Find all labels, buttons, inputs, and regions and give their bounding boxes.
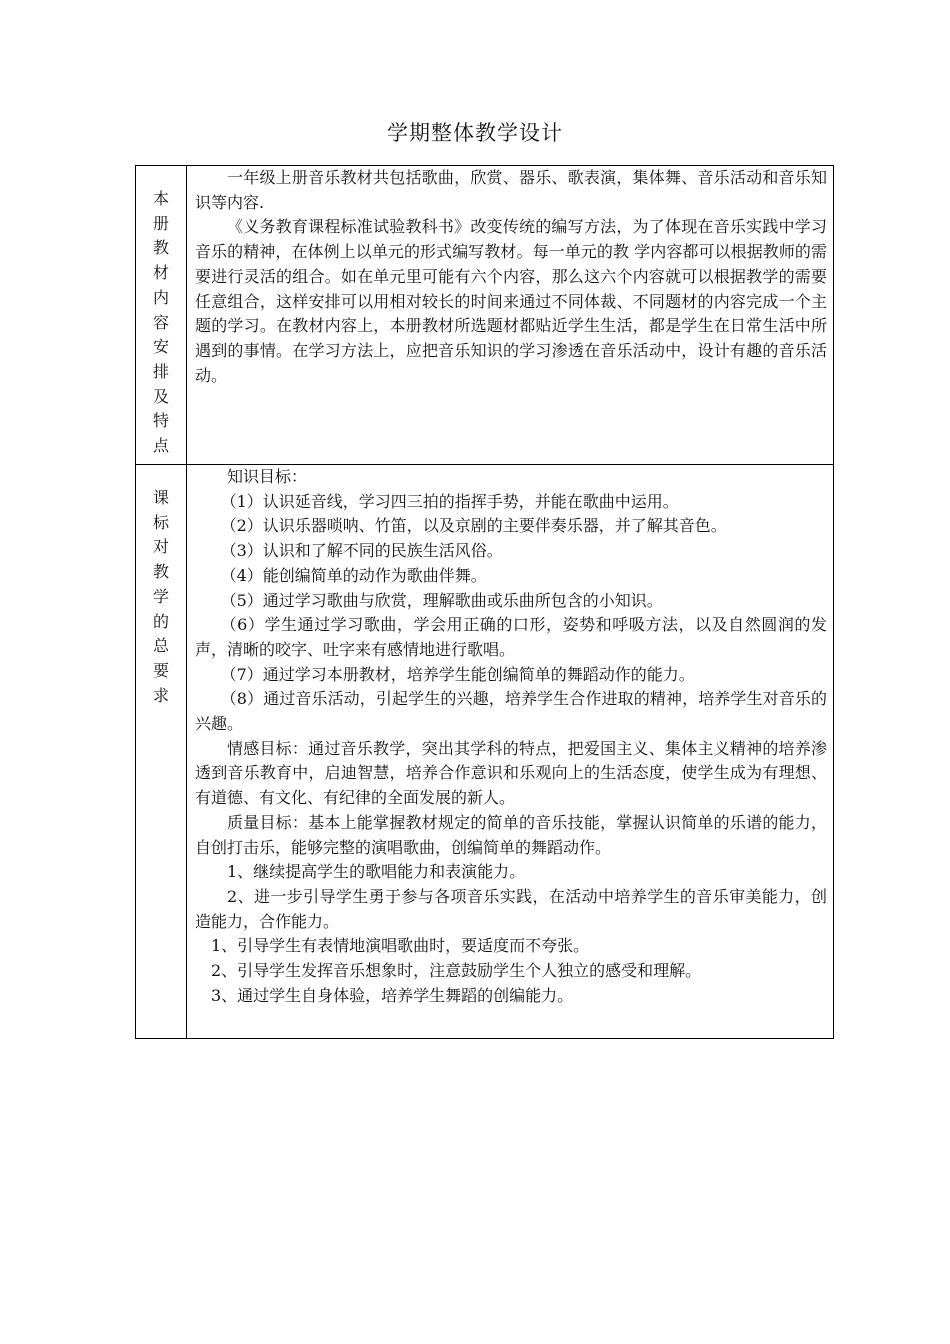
label-char: 材 bbox=[152, 263, 169, 283]
paragraph: 《义务教育课程标准试验教科书》改变传统的编写方法，为了体现在音乐实践中学习音乐的精神，在体例上以单元的形式编写教材。每一单元的教 学内容都可以根据教师的需要进行灵活的组合。如在单元里可能有六个内容，那么这六个内容就可以根据教学的需要任意组合，这样安排可以用相对较长的时间来通过不同体裁、不同题材的内容完成一个主题的学习。在教材内容上，本册教材所选题材都贴近学生生活，都是学生在日常生活中所遇到的事情。在学习方法上，应把音乐知识的学习渗透在音乐活动中，设计有趣的音乐活动。 bbox=[195, 217, 827, 385]
label-char: 及 bbox=[152, 386, 169, 406]
paragraph: 一年级上册音乐教材共包括歌曲，欣赏、器乐、歌表演，集体舞、音乐活动和音乐知识等内容. bbox=[195, 168, 827, 212]
label-char: 教 bbox=[152, 238, 169, 258]
document-title: 学期整体教学设计 bbox=[387, 121, 563, 145]
paragraph: （8）通过音乐活动，引起学生的兴趣，培养学生合作进取的精神，培养学生对音乐的兴趣。 bbox=[195, 689, 827, 734]
label-char: 册 bbox=[152, 213, 169, 233]
content-textbook-arrangement bbox=[187, 166, 834, 465]
paragraph: （2）认识乐器唢呐、竹笛，以及京剧的主要伴奏乐器，并了解其音色。 bbox=[220, 516, 727, 536]
paragraph: （6）学生通过学习歌曲，学会用正确的口形，姿势和呼吸方法，以及自然圆润的发声，清晰的咬字、吐字来有感情地进行歌唱。 bbox=[195, 615, 827, 659]
content-curriculum-requirements bbox=[187, 465, 834, 1039]
paragraph: 3、通过学生自身体验，培养学生舞蹈的创编能力。 bbox=[211, 985, 574, 1005]
label-char: 教 bbox=[152, 562, 169, 582]
row-label-textbook-arrangement bbox=[136, 166, 187, 465]
label-char: 总 bbox=[152, 636, 169, 656]
row-label-curriculum-requirements bbox=[136, 465, 187, 1039]
paragraph: 知识目标： bbox=[227, 467, 308, 486]
teaching-design-table bbox=[135, 165, 834, 1039]
paragraph: 2、进一步引导学生勇于参与各项音乐实践，在活动中培养学生的音乐审美能力，创造能力，合作能力。 bbox=[195, 886, 827, 931]
paragraph: （7）通过学习本册教材，培养学生能创编简单的舞蹈动作的能力。 bbox=[220, 664, 695, 684]
table-row-curriculum-requirements bbox=[136, 465, 834, 1039]
vertical-label bbox=[136, 166, 186, 459]
paragraph: （3）认识和了解不同的民族生活风俗。 bbox=[220, 541, 503, 561]
paragraph: （4）能创编简单的动作为歌曲伴舞。 bbox=[220, 565, 487, 585]
label-char: 求 bbox=[152, 685, 169, 705]
label-char: 学 bbox=[152, 586, 169, 606]
label-char: 特 bbox=[152, 411, 169, 431]
label-char: 点 bbox=[152, 436, 169, 456]
label-char: 内 bbox=[152, 287, 169, 307]
label-char: 要 bbox=[152, 660, 169, 680]
paragraph: 情感目标：通过音乐教学，突出其学科的特点，把爱国主义、集体主义精神的培养渗透到音乐教育中，启迪智慧，培养合作意识和乐观向上的生活态度，使学生成为有理想、有道德、有文化、有纪律的全面发展的新人。 bbox=[195, 738, 827, 808]
paragraph: 1、继续提高学生的歌唱能力和表演能力。 bbox=[227, 862, 526, 882]
label-char: 的 bbox=[152, 611, 169, 631]
paragraph: （1）认识延音线，学习四三拍的指挥手势，并能在歌曲中运用。 bbox=[220, 491, 679, 511]
paragraph: 2、引导学生发挥音乐想象时，注意鼓励学生个人独立的感受和理解。 bbox=[211, 961, 702, 981]
paragraph: 1、引导学生有表情地演唱歌曲时，要适度而不夸张。 bbox=[211, 936, 590, 956]
table-row-textbook-arrangement bbox=[136, 166, 834, 465]
label-char: 标 bbox=[152, 512, 169, 532]
label-char: 安 bbox=[152, 337, 169, 357]
label-char: 对 bbox=[152, 537, 169, 557]
label-char: 本 bbox=[152, 189, 169, 208]
vertical-label bbox=[136, 465, 186, 708]
label-char: 容 bbox=[152, 312, 169, 332]
label-char: 排 bbox=[152, 361, 169, 381]
label-char: 课 bbox=[152, 488, 169, 507]
paragraph: （5）通过学习歌曲与欣赏，理解歌曲或乐曲所包含的小知识。 bbox=[220, 590, 663, 610]
paragraph: 质量目标：基本上能掌握教材规定的简单的音乐技能，掌握认识简单的乐谱的能力，自创打击乐，能够完整的演唱歌曲，创编简单的舞蹈动作。 bbox=[195, 812, 827, 857]
